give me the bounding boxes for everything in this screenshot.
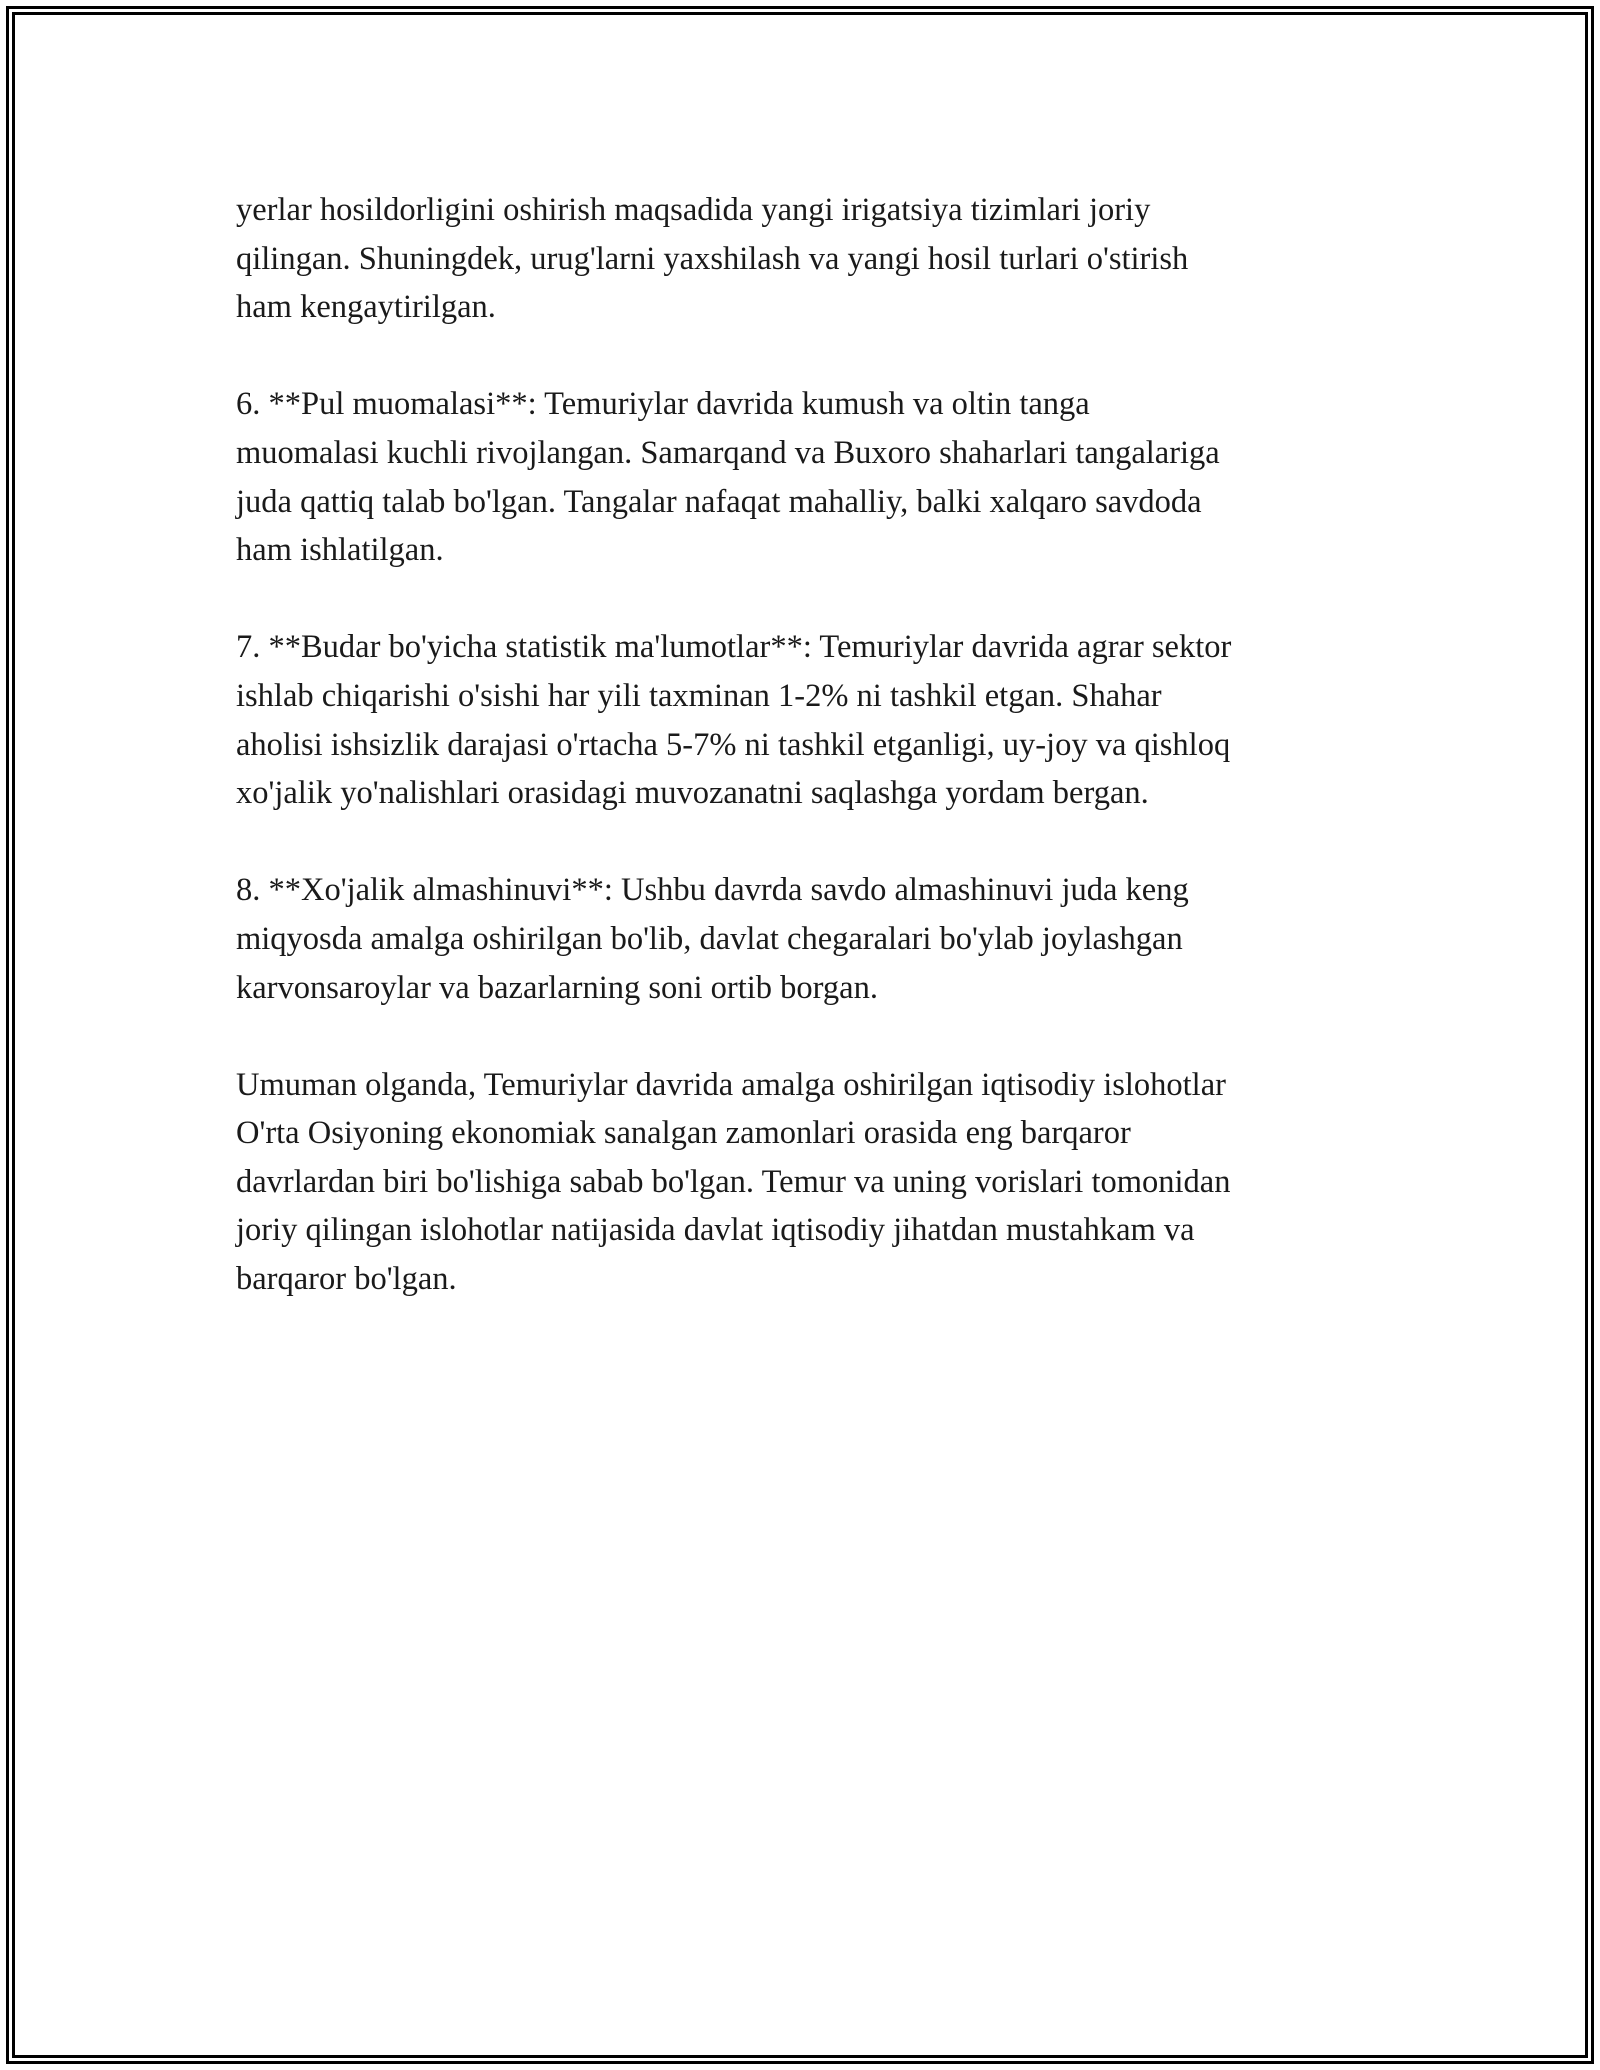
paragraph-conclusion	[236, 1061, 1376, 1304]
paragraph-money-circulation	[236, 380, 1376, 574]
paragraph-irrigation	[236, 186, 1376, 332]
text-line: muomalasi kuchli rivojlangan. Samarqand va Buxoro shaharlari tangalariga	[236, 434, 1220, 471]
text-line: juda qattiq talab bo'lgan. Tangalar nafaqat mahalliy, balki xalqaro savdoda	[236, 483, 1202, 520]
text-line: xo'jalik yo'nalishlari orasidagi muvozanatni saqlashga yordam bergan.	[236, 775, 1149, 812]
text-line: yerlar hosildorligini oshirish maqsadida yangi irigatsiya tizimlari joriy	[236, 192, 1151, 228]
text-line: ishlab chiqarishi o'sishi har yili taxminan 1-2% ni tashkil etgan. Shahar	[236, 677, 1162, 714]
text-line: ham ishlatilgan.	[236, 532, 444, 569]
text-line: davrlardan biri bo'lishiga sabab bo'lgan. Temur va uning vorislari tomonidan	[236, 1163, 1231, 1200]
text-line: 8. **Xo'jalik almashinuvi**: Ushbu davrda savdo almashinuvi juda keng	[236, 872, 1189, 909]
paragraph-trade-exchange	[236, 866, 1376, 1012]
text-line: qilingan. Shuningdek, urug'larni yaxshilash va yangi hosil turlari o'stirish	[236, 240, 1189, 277]
text-line: miqyosda amalga oshirilgan bo'lib, davlat chegaralari bo'ylab joylashgan	[236, 920, 1183, 957]
text-line: 6. **Pul muomalasi**: Temuriylar davrida kumush va oltin tanga	[236, 386, 1090, 423]
text-line: barqaror bo'lgan.	[236, 1261, 457, 1298]
text-line: joriy qilingan islohotlar natijasida davlat iqtisodiy jihatdan mustahkam va	[236, 1212, 1195, 1249]
text-line: O'rta Osiyoning ekonomiak sanalgan zamonlari orasida eng barqaror	[236, 1115, 1131, 1152]
text-line: 7. **Budar bo'yicha statistik ma'lumotlar**: Temuriylar davrida agrar sektor	[236, 629, 1232, 666]
text-line: aholisi ishsizlik darajasi o'rtacha 5-7% ni tashkil etganligi, uy-joy va qishloq	[236, 726, 1231, 763]
text-line: karvonsaroylar va bazarlarning soni ortib borgan.	[236, 969, 878, 1006]
document-body	[236, 186, 1376, 1352]
paragraph-statistics	[236, 623, 1376, 817]
text-line: Umuman olganda, Temuriylar davrida amalga oshirilgan iqtisodiy islohotlar	[236, 1066, 1226, 1103]
text-line: ham kengaytirilgan.	[236, 289, 496, 326]
